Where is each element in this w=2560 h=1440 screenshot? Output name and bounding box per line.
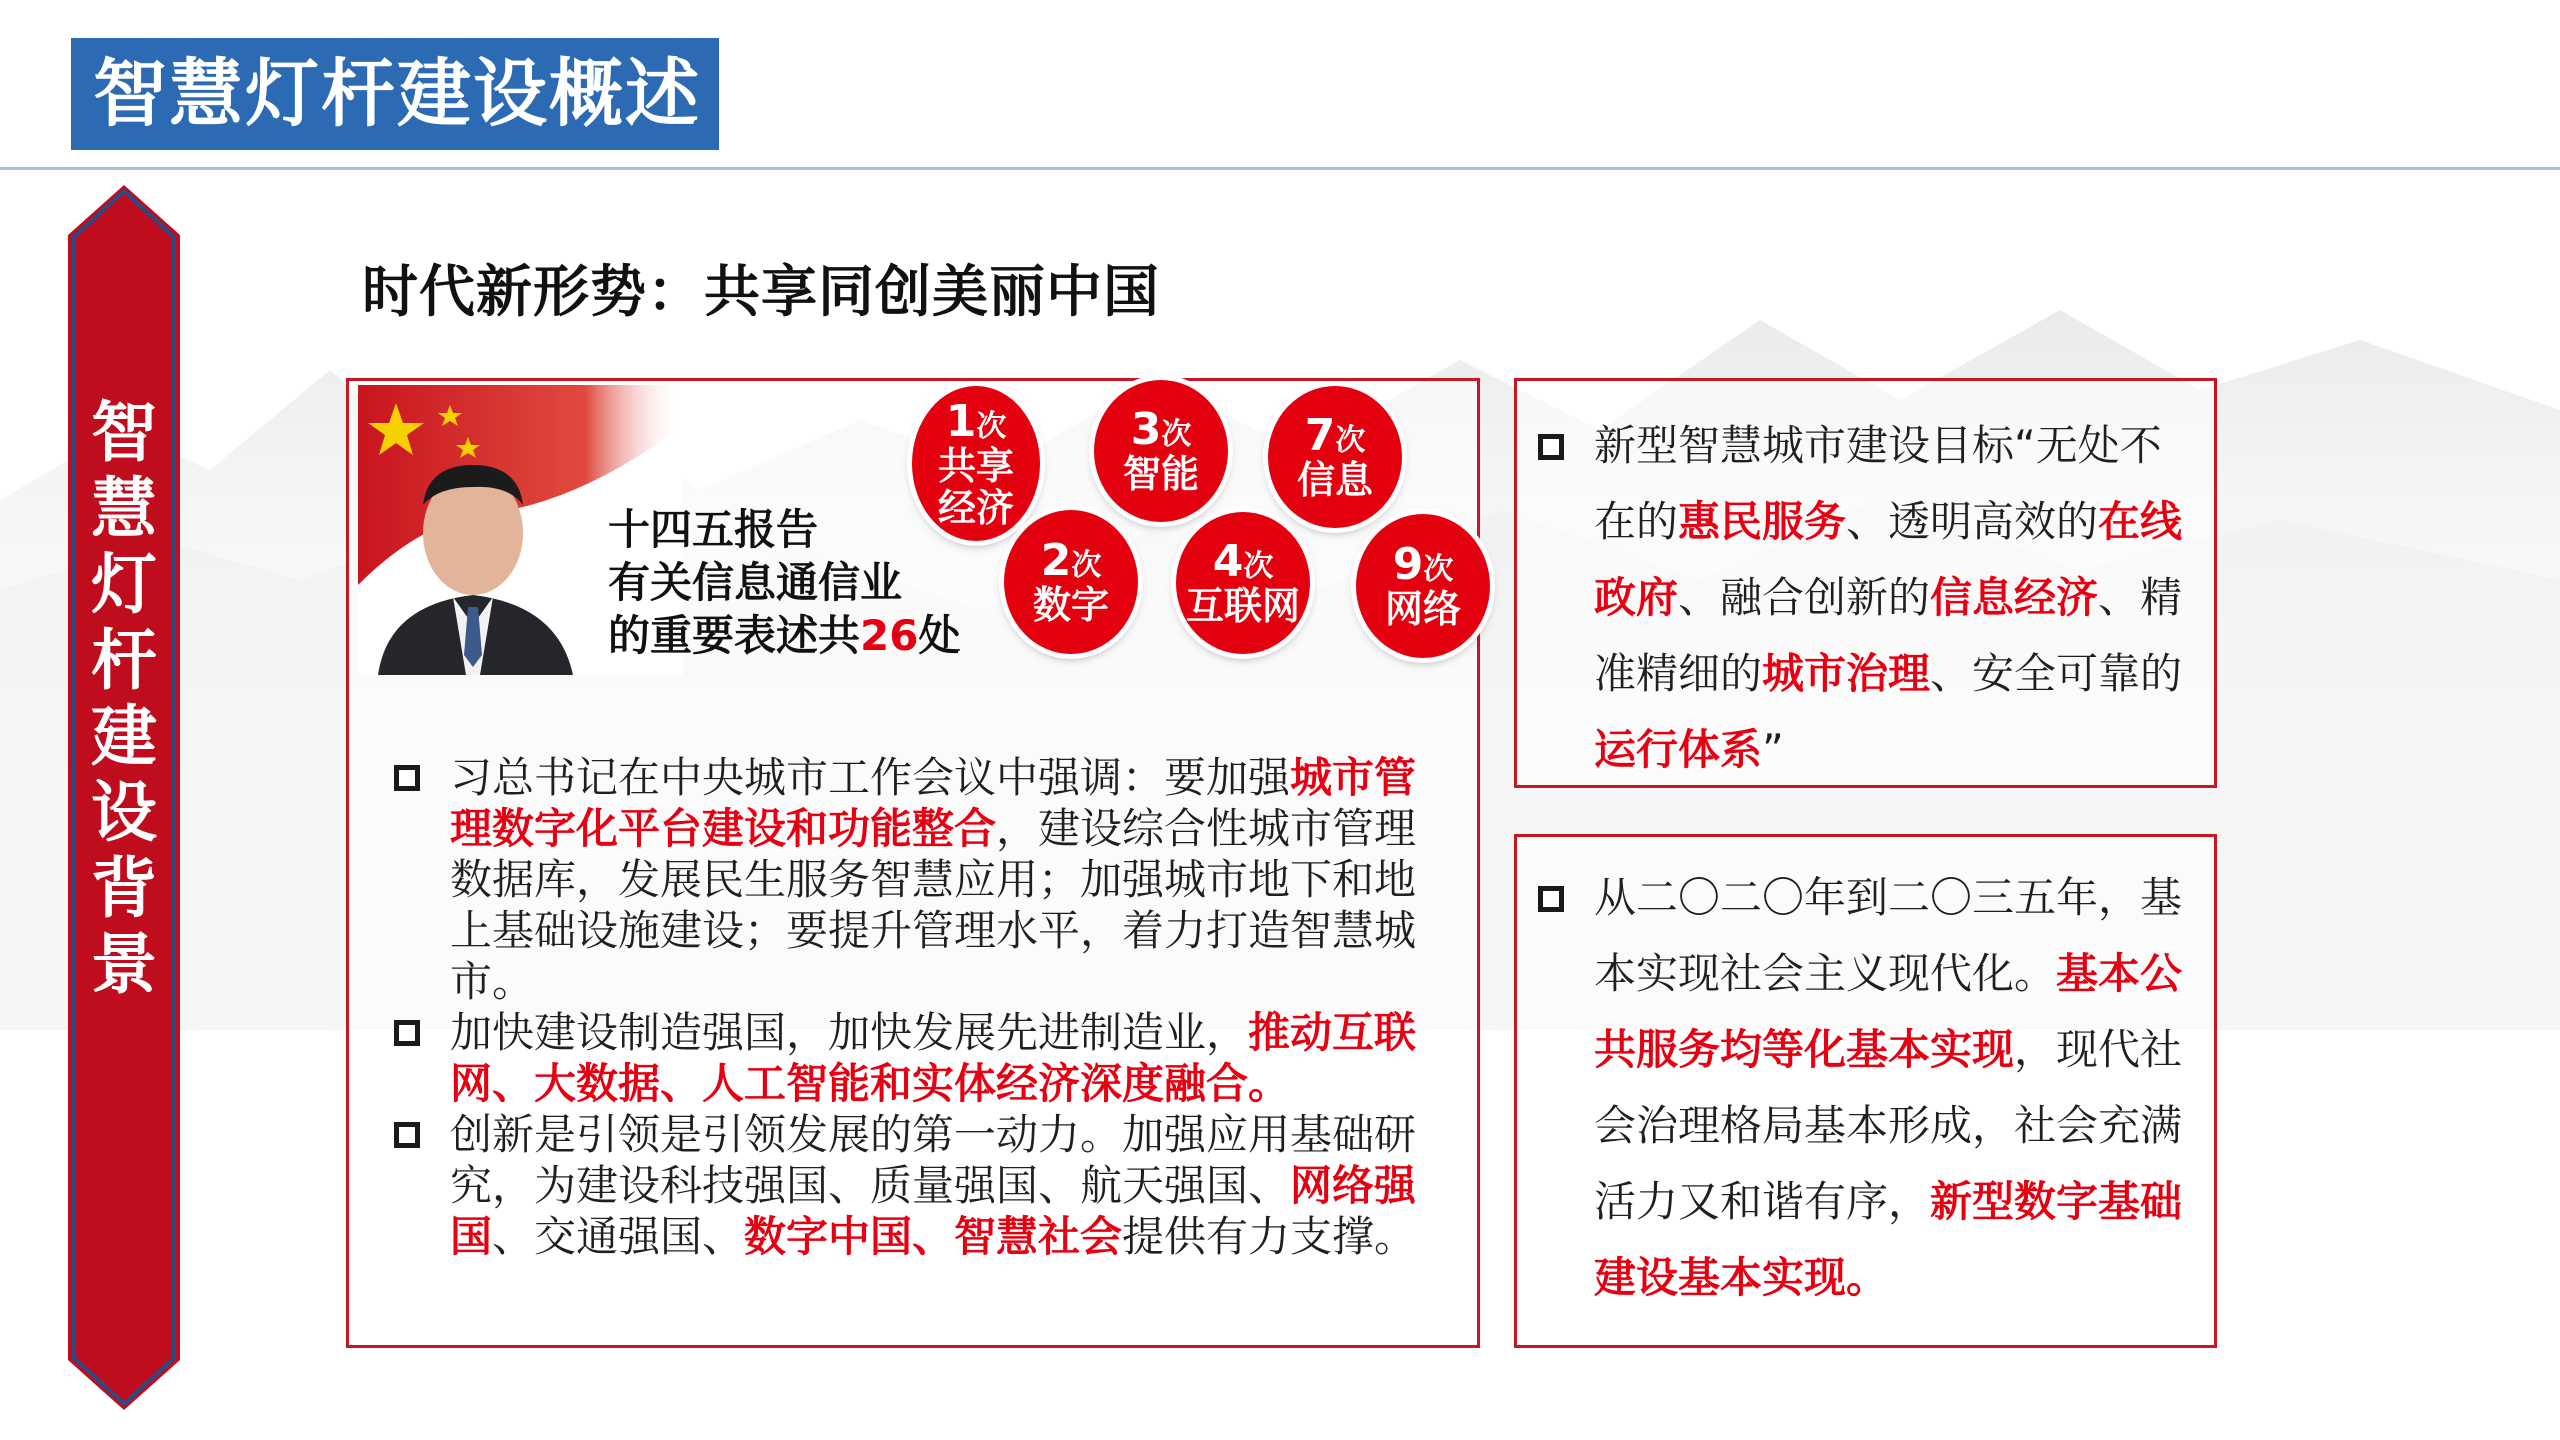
report-count: 26 [860, 611, 919, 660]
right-top-bullet-list [1534, 408, 2194, 788]
report-line-2: 有关信息通信业 [608, 558, 903, 607]
mention-bubble-shared-economy: 1次 共享 经济 [912, 386, 1040, 541]
list-item: 新型智慧城市建设目标“无处不在的惠民服务、透明高效的在线政府、融合创新的信息经济、精准精细的城市治理、安全可靠的运行体系” [1534, 408, 2194, 788]
mention-bubble-digital: 2次 数字 [1004, 510, 1138, 654]
list-item: 加快建设制造强国，加快发展先进制造业，推动互联网、大数据、人工智能和实体经济深度融合。 [390, 1007, 1450, 1109]
report-summary [608, 503, 960, 662]
list-item: 创新是引领是引领发展的第一动力。加强应用基础研究，为建设科技强国、质量强国、航天强国、网络强国、交通强国、数字中国、智慧社会提供有力支撑。 [390, 1109, 1450, 1262]
checkbox-bullet-icon [1538, 886, 1564, 912]
report-line-1: 十四五报告 [608, 505, 819, 554]
list-item: 从二〇二〇年到二〇三五年，基本实现社会主义现代化。基本公共服务均等化基本实现，现代社会治理格局基本形成，社会充满活力又和谐有序，新型数字基础建设基本实现。 [1534, 860, 2194, 1316]
mention-bubble-intelligence: 3次 智能 [1094, 380, 1228, 522]
checkbox-bullet-icon [394, 1122, 420, 1148]
checkbox-bullet-icon [394, 1020, 420, 1046]
list-item: 习总书记在中央城市工作会议中强调：要加强城市管理数字化平台建设和功能整合，建设综合性城市管理数据库，发展民生服务智慧应用；加强城市地下和地上基础设施建设；要提升管理水平，着力打造智慧城市。 [390, 752, 1450, 1007]
checkbox-bullet-icon [1538, 434, 1564, 460]
mention-bubble-information: 7次 信息 [1268, 386, 1402, 528]
checkbox-bullet-icon [394, 765, 420, 791]
right-bottom-bullet-list [1534, 860, 2194, 1316]
left-bullet-list [390, 752, 1450, 1262]
page-title: 智慧灯杆建设概述 [71, 38, 719, 150]
mention-bubble-internet: 4次 互联网 [1176, 512, 1310, 654]
header-divider [0, 167, 2560, 170]
report-line-3: 的重要表述共26处 [608, 611, 961, 660]
section-subtitle: 时代新形势：共享同创美丽中国 [362, 260, 1160, 325]
side-banner-label: 智慧灯杆建设背景 [91, 394, 157, 1003]
mention-bubble-network: 9次 网络 [1356, 514, 1490, 658]
